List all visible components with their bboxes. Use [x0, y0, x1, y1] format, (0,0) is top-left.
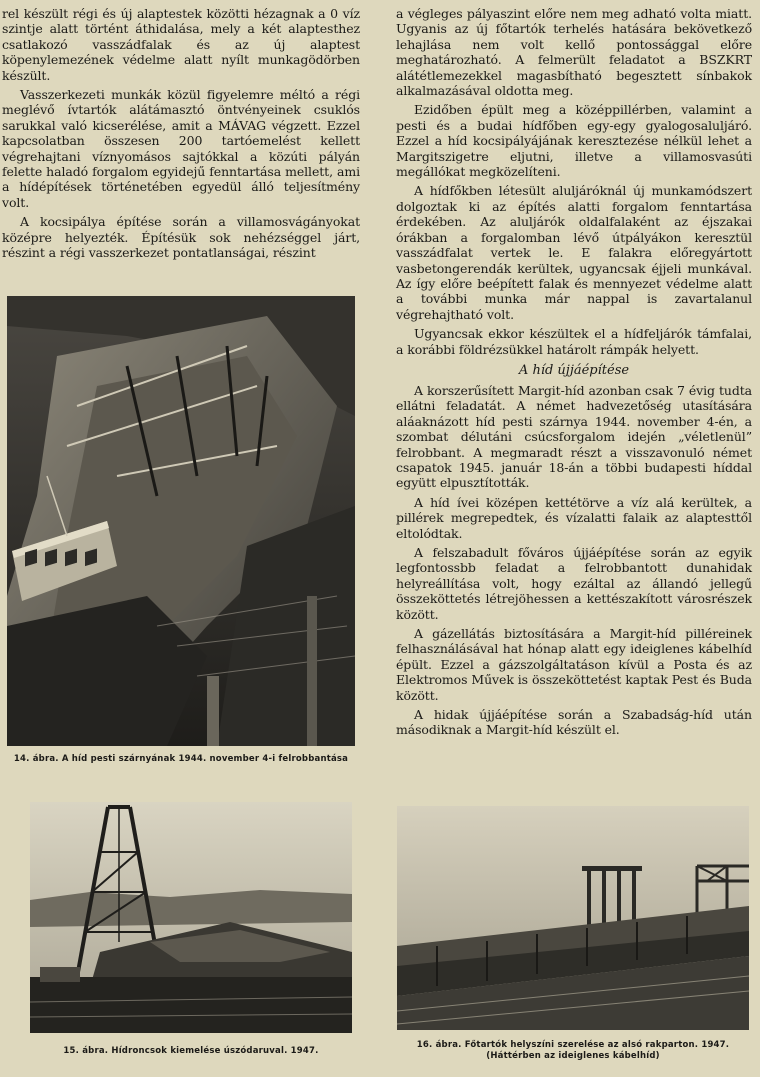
figure-16-caption-line1: 16. ábra. Főtartók helyszíni szerelése az alsó rakparton. 1947.	[416, 1040, 730, 1050]
figure-16-caption	[397, 1040, 749, 1062]
paragraph: Ugyancsak ekkor készültek el a hídfeljárók támfalai, a korábbi földrézsükkel határolt rámpák helyett.	[396, 326, 752, 357]
paragraph: A hidak újjáépítése során a Szabadság-híd után másodiknak a Margit-híd készült el.	[396, 707, 752, 738]
figure-14-photo	[7, 296, 355, 746]
paragraph: A hídfőkben létesült aluljáróknál új munkamódszert dolgoztak ki az építés alatti forgalom fenntartása érdekében. Az aluljárók oldalfalaként az éjszakai órákban a forgalomban lévő útpályákon keresztül vasszádfalat vertek le. E falakra előregyártott vasbetongerendák kerültek, ugyancsak éjjeli munkával. Az így előre beépített falak és mennyezet védelme alatt a további munka már nappal is zavartalanul végrehajtható volt.	[396, 183, 752, 322]
paragraph: Vasszerkezeti munkák közül figyelemre méltó a régi meglévő ívtartók alátámasztó öntvényeinek csuklós sarukkal való kicserélése, amit a MÁVAG végzett. Ezzel kapcsolatban összesen 200 tartóemelést kellett végrehajtani víznyomásos sajtókkal a közúti pályán felette haladó forgalom egyidejű fenntartása mellett, ami a hídépítések történetében egyedül álló teljesítmény volt.	[2, 87, 360, 210]
paragraph: a végleges pályaszint előre nem meg adható volta miatt. Ugyanis az új főtartók terhelés hatására bekövetkező lehajlása nem volt kellő pontossággal előre meghatározható. A felmerült feladatot a BSZKRT alátétlemezekkel magasbítható begesztett sínbakok alkalmazásával oldotta meg.	[396, 6, 752, 99]
figure-15-caption: 15. ábra. Hídroncsok kiemelése úszódaruval. 1947.	[63, 1046, 319, 1056]
paragraph: Ezidőben épült meg a középpillérben, valamint a pesti és a budai hídfőben egy-egy gyalogosaluljáró. Ezzel a híd kocsipályájának keresztezése nélkül lehet a Margitszigetre eljutni, illetve a villamosvasúti megállókat megközelíteni.	[396, 102, 752, 180]
section-title: A híd újjáépítése	[518, 362, 630, 378]
left-column-text	[2, 6, 360, 265]
figure-14-caption: 14. ábra. A híd pesti szárnyának 1944. november 4-i felrobbantása	[13, 754, 349, 764]
paragraph: A felszabadult főváros újjáépítése során az egyik legfontossbb feladat a felrobbantott dunahidak helyreállítása volt, hogy ezáltal az állandó jellegű összeköttetés létrejöhessen a kettészakított városrészek között.	[396, 545, 752, 622]
paragraph: A kocsipálya építése során a villamosvágányokat középre helyezték. Építésük sok nehézséggel járt, részint a régi vasszerkezet pontatlanságai, részint	[2, 214, 360, 261]
figure-16-caption-line2: (Háttérben az ideiglenes kábelhíd)	[486, 1051, 660, 1061]
figure-16-photo	[397, 806, 749, 1030]
paragraph: rel készült régi és új alaptestek közötti hézagnak a 0 víz szintje alatt történt áthidalása, mely a két alaptesthez csatlakozó vasszádfalak és az új alaptest köpenylemezének védelme alatt nyílt munkagödörben készült.	[2, 6, 360, 83]
paragraph: A gázellátás biztosítására a Margit-híd pilléreinek felhasználásával hat hónap alatt egy ideiglenes kábelhíd épült. Ezzel a gázszolgáltatáson kívül a Posta és az Elektromos Művek is összeköttetést kaptak Pest és Buda között.	[396, 626, 752, 703]
right-column-text	[396, 6, 752, 742]
paragraph: A híd ívei középen kettétörve a víz alá kerültek, a pillérek megrepedtek, és vízalatti falaik az alaptesttől eltolódtak.	[396, 494, 752, 541]
figure-15-photo	[30, 802, 352, 1033]
paragraph: A korszerűsített Margit-híd azonban csak 7 évig tudta ellátni feladatát. A német hadvezetőség utasítására aláaknázott híd pesti szárnya 1944. november 4-én, a szombat délutáni csúcsforgalom idején „véletlenül” felrobbant. A megmaradt részt a visszavonuló német csapatok 1945. január 18-án a többi budapesti híddal együtt elpusztították.	[396, 382, 752, 491]
